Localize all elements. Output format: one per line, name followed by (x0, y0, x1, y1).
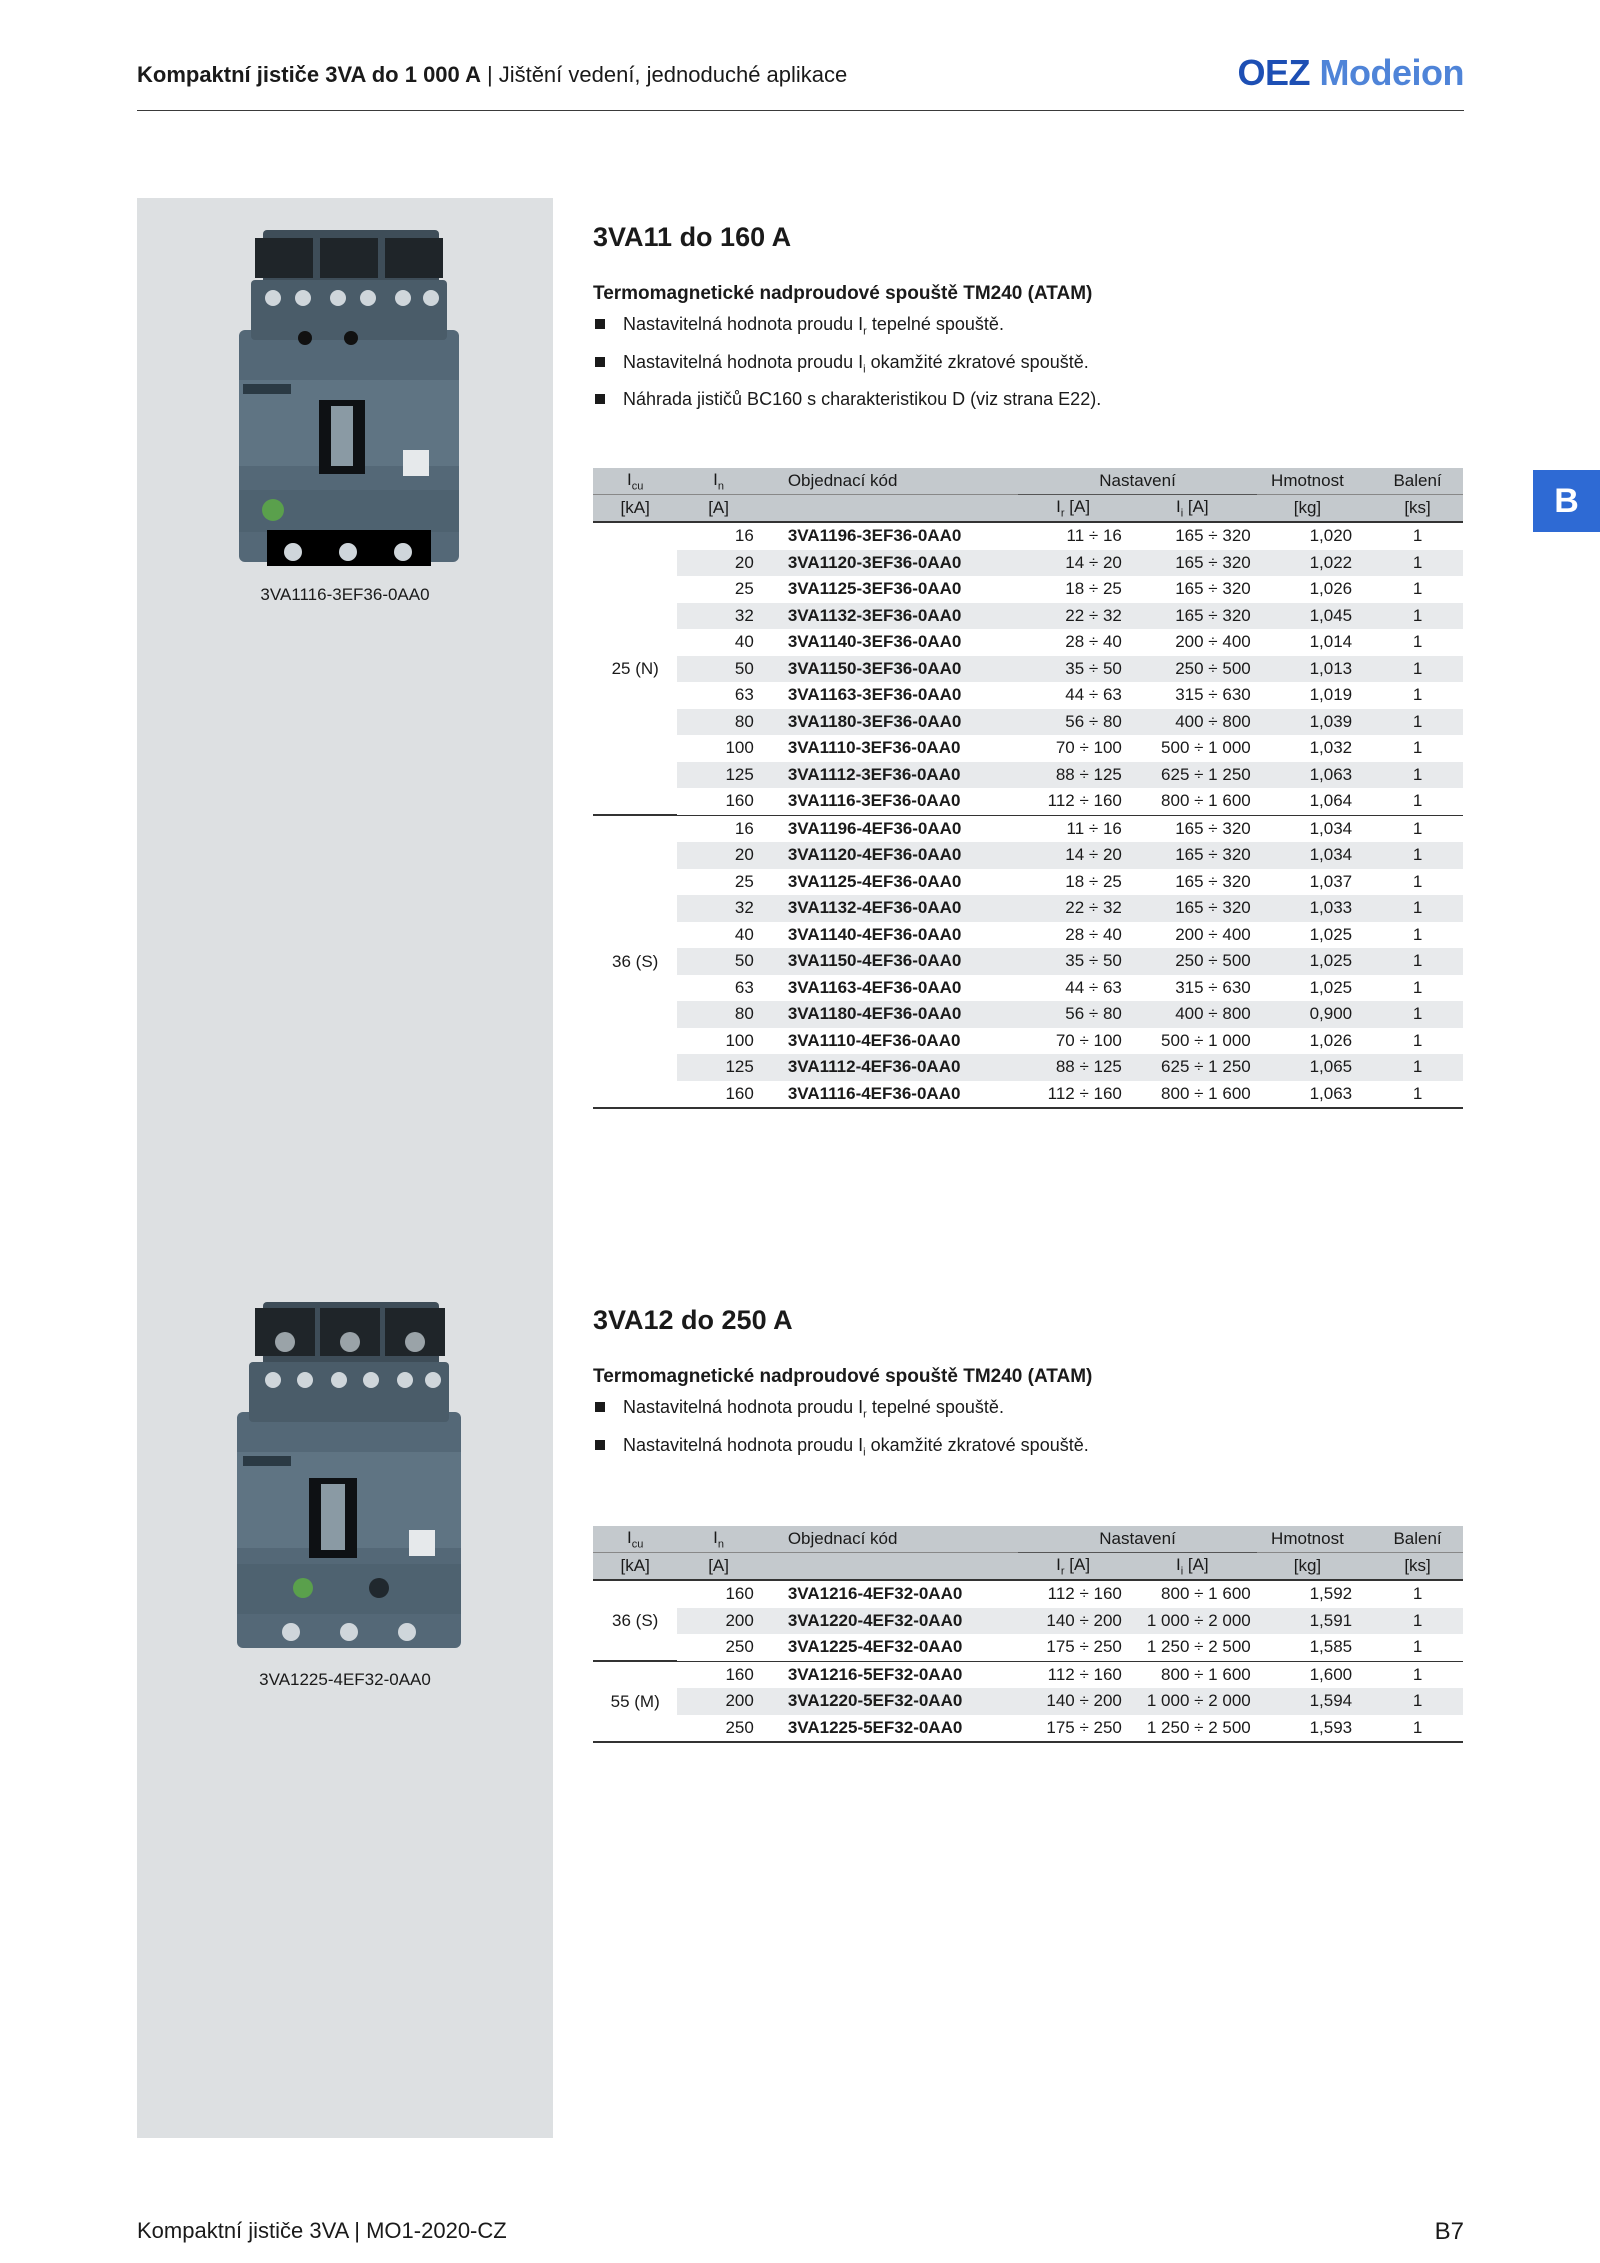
bullet-subscript: i (863, 363, 866, 376)
pack-cell: 1 (1412, 738, 1423, 758)
ir-setting-cell: 88 ÷ 125 (1018, 762, 1128, 789)
symbol: I (1175, 1554, 1181, 1574)
table-row (593, 895, 1463, 922)
rated-current-cell: 16 (734, 526, 754, 546)
order-code-cell: 3VA1180-4EF36-0AA0 (768, 1001, 1019, 1028)
ii-setting-cell: 165 ÷ 320 (1128, 815, 1257, 842)
rated-current-cell: 20 (677, 550, 767, 577)
rated-current-cell: 63 (734, 977, 754, 997)
table-unit-row (593, 495, 1463, 523)
unit-weight: [kg] (1257, 1553, 1372, 1581)
col-icu (593, 1526, 677, 1553)
rated-current-cell: 250 (677, 1715, 767, 1743)
footer-doc-code: MO1-2020-CZ (366, 2218, 507, 2243)
rated-current-cell: 16 (677, 815, 767, 842)
weight-cell: 1,020 (1309, 526, 1353, 546)
ir-setting-cell: 28 ÷ 40 (1065, 632, 1122, 652)
oez-modeion-logo (1237, 52, 1464, 94)
table-row (593, 735, 1463, 762)
order-code-cell: 3VA1140-3EF36-0AA0 (787, 632, 962, 652)
order-code-cell: 3VA1180-3EF36-0AA0 (768, 709, 1019, 736)
rated-current-cell: 25 (734, 579, 754, 599)
rated-current-cell: 50 (677, 948, 767, 975)
header-separator: | (486, 62, 493, 87)
rated-current-cell: 80 (677, 709, 767, 736)
unit-code (768, 495, 1019, 523)
chapter-tab: B (1533, 470, 1600, 532)
order-code-cell: 3VA1112-3EF36-0AA0 (768, 762, 1019, 789)
footer-separator: | (354, 2218, 360, 2243)
weight-cell: 1,026 (1309, 579, 1353, 599)
rated-current-cell: 200 (677, 1608, 767, 1635)
ii-setting-cell: 165 ÷ 320 (1175, 579, 1251, 599)
table-row (593, 682, 1463, 709)
table-row (593, 1608, 1463, 1635)
bullet-subscript: r (863, 1408, 867, 1421)
ii-setting-cell: 800 ÷ 1 600 (1128, 1661, 1257, 1688)
symbol: I (627, 1527, 632, 1547)
ii-setting-cell: 165 ÷ 320 (1128, 603, 1257, 630)
ii-setting-cell: 250 ÷ 500 (1128, 656, 1257, 683)
breaker-3va12-image (233, 1302, 465, 1658)
rated-current-cell: 50 (677, 656, 767, 683)
weight-cell: 1,025 (1257, 948, 1372, 975)
bullet-text-end: okamžité zkratové spouště. (865, 1434, 1089, 1455)
ii-setting-cell: 165 ÷ 320 (1128, 550, 1257, 577)
table-row (593, 1634, 1463, 1661)
order-code-cell: 3VA1225-5EF32-0AA0 (768, 1715, 1019, 1743)
pack-cell: 1 (1372, 1608, 1463, 1635)
rated-current-cell: 160 (677, 1081, 767, 1109)
ii-setting-cell: 165 ÷ 320 (1128, 895, 1257, 922)
order-code-cell: 3VA1196-3EF36-0AA0 (787, 526, 962, 546)
page-number: B7 (1434, 2218, 1464, 2245)
ii-setting-cell: 1 000 ÷ 2 000 (1128, 1608, 1257, 1635)
order-code-cell: 3VA1196-4EF36-0AA0 (768, 815, 1019, 842)
table-header-row (593, 468, 1463, 495)
rated-current-cell: 250 (725, 1637, 754, 1657)
rated-current-cell: 100 (725, 1030, 754, 1050)
table-row (593, 1580, 1463, 1608)
ii-setting-cell: 400 ÷ 800 (1128, 1001, 1257, 1028)
ii-setting-cell: 1 250 ÷ 2 500 (1146, 1637, 1251, 1657)
table-row (593, 1661, 1463, 1688)
bullet-item (593, 384, 1463, 414)
pack-cell: 1 (1412, 871, 1423, 891)
table-row (593, 709, 1463, 736)
pack-cell: 1 (1372, 895, 1463, 922)
unit: [A] (1183, 1554, 1209, 1574)
symbol-subscript: cu (631, 480, 644, 493)
breaking-capacity-cell: 36 (S) (593, 1580, 677, 1661)
bullet-subscript: i (863, 1446, 866, 1459)
ir-setting-cell: 56 ÷ 80 (1018, 1001, 1128, 1028)
ii-setting-cell: 165 ÷ 320 (1128, 842, 1257, 869)
header-title (137, 62, 847, 88)
ii-setting-cell: 400 ÷ 800 (1128, 709, 1257, 736)
bullet-text-end: tepelné spouště. (866, 314, 1004, 334)
order-code-cell: 3VA1112-4EF36-0AA0 (768, 1054, 1019, 1081)
ir-setting-cell: 44 ÷ 63 (1065, 977, 1122, 997)
weight-cell: 1,032 (1309, 738, 1353, 758)
pack-cell: 1 (1372, 709, 1463, 736)
weight-cell: 1,064 (1309, 791, 1353, 811)
pack-cell: 1 (1412, 1030, 1423, 1050)
weight-cell: 1,034 (1257, 815, 1372, 842)
pack-cell: 1 (1372, 762, 1463, 789)
table-row (593, 788, 1463, 815)
weight-cell: 1,045 (1257, 603, 1372, 630)
unit-code (768, 1553, 1019, 1581)
logo-modeion: Modeion (1319, 52, 1464, 93)
table-row (593, 576, 1463, 603)
product-table-3va11 (593, 468, 1463, 1109)
ir-setting-cell: 22 ÷ 32 (1018, 603, 1128, 630)
table-row (593, 1001, 1463, 1028)
unit: [A] (1064, 1554, 1091, 1574)
weight-cell: 1,065 (1257, 1054, 1372, 1081)
table-row (593, 1054, 1463, 1081)
weight-cell: 1,025 (1309, 977, 1353, 997)
ir-setting-cell: 112 ÷ 160 (1018, 1081, 1128, 1109)
symbol-subscript: r (1060, 1565, 1065, 1578)
rated-current-cell: 40 (734, 924, 754, 944)
weight-cell: 1,022 (1257, 550, 1372, 577)
table-row (593, 656, 1463, 683)
order-code-cell: 3VA1125-4EF36-0AA0 (787, 871, 962, 891)
order-code-cell: 3VA1220-4EF32-0AA0 (768, 1608, 1019, 1635)
ir-setting-cell: 175 ÷ 250 (1046, 1637, 1122, 1657)
table-row (593, 842, 1463, 869)
section-3va11 (593, 222, 1463, 414)
symbol-subscript: n (717, 480, 725, 493)
symbol-subscript: i (1180, 1565, 1184, 1578)
rated-current-cell: 160 (677, 1661, 767, 1688)
section-title: 3VA12 do 250 A (593, 1305, 793, 1335)
header-title-main: Kompaktní jističe 3VA do 1 000 A (137, 62, 481, 87)
ir-setting-cell: 112 ÷ 160 (1018, 1661, 1128, 1688)
product-table-3va12 (593, 1526, 1463, 1743)
ir-setting-cell: 35 ÷ 50 (1018, 948, 1128, 975)
pack-cell: 1 (1412, 632, 1423, 652)
table-unit-row (593, 1553, 1463, 1581)
weight-cell: 0,900 (1257, 1001, 1372, 1028)
rated-current-cell: 63 (734, 685, 754, 705)
bullet-list (593, 309, 1463, 414)
header-title-sub: Jištění vedení, jednoduché aplikace (498, 62, 848, 87)
bullet-text: Nastavitelná hodnota proudu I (623, 1397, 864, 1417)
ir-setting-cell: 112 ÷ 160 (1047, 1584, 1122, 1604)
weight-cell: 1,585 (1309, 1637, 1353, 1657)
bullet-text: Nastavitelná hodnota proudu I (623, 1434, 864, 1455)
pack-cell: 1 (1412, 977, 1423, 997)
rated-current-cell: 80 (677, 1001, 767, 1028)
order-code-cell: 3VA1163-4EF36-0AA0 (787, 977, 962, 997)
ir-setting-cell: 70 ÷ 100 (1055, 738, 1122, 758)
weight-cell: 1,019 (1309, 685, 1353, 705)
image-panel (137, 198, 553, 2138)
weight-cell: 1,593 (1257, 1715, 1372, 1743)
table-row (593, 948, 1463, 975)
symbol: I (713, 1527, 718, 1547)
rated-current-cell: 40 (734, 632, 754, 652)
col-icu (593, 468, 677, 495)
order-code-cell: 3VA1116-3EF36-0AA0 (787, 791, 961, 811)
section-3va12 (593, 1305, 1463, 1467)
order-code-cell: 3VA1220-5EF32-0AA0 (768, 1688, 1019, 1715)
ir-setting-cell: 11 ÷ 16 (1018, 815, 1128, 842)
logo-oez: OEZ (1237, 52, 1310, 93)
ii-setting-cell: 315 ÷ 630 (1175, 977, 1251, 997)
ii-setting-cell: 800 ÷ 1 600 (1161, 1584, 1251, 1604)
symbol: I (1056, 1554, 1061, 1574)
pack-cell: 1 (1372, 1661, 1463, 1688)
unit-ir (1018, 495, 1128, 523)
pack-cell: 1 (1412, 685, 1423, 705)
rated-current-cell: 20 (677, 842, 767, 869)
pack-cell: 1 (1372, 1001, 1463, 1028)
table-header-row (593, 1526, 1463, 1553)
col-in (677, 468, 767, 495)
pack-cell: 1 (1372, 842, 1463, 869)
symbol-subscript: n (717, 1538, 725, 1551)
bullet-item (593, 1392, 1463, 1430)
order-code-cell: 3VA1225-4EF32-0AA0 (787, 1637, 963, 1657)
ir-setting-cell: 11 ÷ 16 (1066, 526, 1122, 546)
rated-current-cell: 160 (725, 791, 754, 811)
weight-cell: 1,063 (1257, 762, 1372, 789)
weight-cell: 1,025 (1309, 924, 1353, 944)
weight-cell: 1,033 (1257, 895, 1372, 922)
ir-setting-cell: 88 ÷ 125 (1018, 1054, 1128, 1081)
table-row (593, 550, 1463, 577)
order-code-cell: 3VA1132-4EF36-0AA0 (768, 895, 1019, 922)
pack-cell: 1 (1372, 1715, 1463, 1743)
pack-cell: 1 (1372, 1688, 1463, 1715)
table-row (593, 975, 1463, 1002)
unit-ii (1128, 1553, 1257, 1581)
image-caption-3va12: 3VA1225-4EF32-0AA0 (259, 1670, 431, 1689)
weight-cell: 1,013 (1257, 656, 1372, 683)
rated-current-cell: 160 (725, 1584, 754, 1604)
section-subtitle: Termomagnetické nadproudové spouště TM240 (ATAM) (593, 283, 1093, 304)
pack-cell: 1 (1372, 603, 1463, 630)
unit: [A] (1183, 496, 1209, 516)
order-code-cell: 3VA1116-4EF36-0AA0 (768, 1081, 1019, 1109)
col-setting: Nastavení (1018, 1526, 1256, 1553)
order-code-cell: 3VA1110-4EF36-0AA0 (787, 1030, 961, 1050)
bullet-text: Nastavitelná hodnota proudu I (623, 314, 864, 334)
table-row (593, 522, 1463, 550)
ii-setting-cell: 250 ÷ 500 (1128, 948, 1257, 975)
col-pack: Balení (1372, 468, 1463, 495)
table-row (593, 1688, 1463, 1715)
table-row (593, 1081, 1463, 1109)
ir-setting-cell: 28 ÷ 40 (1065, 924, 1122, 944)
unit-pack: [ks] (1372, 495, 1463, 523)
pack-cell: 1 (1412, 1637, 1423, 1657)
order-code-cell: 3VA1150-3EF36-0AA0 (768, 656, 1019, 683)
table-row (593, 762, 1463, 789)
pack-cell: 1 (1372, 1054, 1463, 1081)
symbol: I (1056, 496, 1061, 516)
ii-setting-cell: 315 ÷ 630 (1175, 685, 1251, 705)
unit: [A] (1064, 496, 1091, 516)
breaker-3va11-image (233, 230, 465, 575)
unit-icu: [kA] (593, 495, 677, 523)
bullet-list (593, 1392, 1463, 1467)
unit-ii (1128, 495, 1257, 523)
rated-current-cell: 25 (734, 871, 754, 891)
unit-icu: [kA] (593, 1553, 677, 1581)
bullet-text: Náhrada jističů BC160 s charakteristikou D (viz strana E22). (623, 389, 1102, 410)
ir-setting-cell: 44 ÷ 63 (1065, 685, 1122, 705)
symbol: I (713, 469, 718, 489)
order-code-cell: 3VA1216-5EF32-0AA0 (768, 1661, 1019, 1688)
weight-cell: 1,592 (1309, 1584, 1353, 1604)
ii-setting-cell: 200 ÷ 400 (1175, 632, 1251, 652)
pack-cell: 1 (1412, 791, 1423, 811)
ir-setting-cell: 18 ÷ 25 (1065, 871, 1122, 891)
ir-setting-cell: 140 ÷ 200 (1018, 1688, 1128, 1715)
bullet-text-end: okamžité zkratové spouště. (865, 351, 1089, 372)
order-code-cell: 3VA1120-3EF36-0AA0 (768, 550, 1019, 577)
pack-cell: 1 (1412, 526, 1423, 546)
col-setting: Nastavení (1018, 468, 1256, 495)
order-code-cell: 3VA1150-4EF36-0AA0 (768, 948, 1019, 975)
order-code-cell: 3VA1125-3EF36-0AA0 (787, 579, 962, 599)
ir-setting-cell: 18 ÷ 25 (1065, 579, 1122, 599)
col-in (677, 1526, 767, 1553)
bullet-subscript: r (863, 325, 867, 338)
ir-setting-cell: 175 ÷ 250 (1018, 1715, 1128, 1743)
ii-setting-cell: 1 000 ÷ 2 000 (1128, 1688, 1257, 1715)
symbol: I (1175, 496, 1181, 516)
ir-setting-cell: 140 ÷ 200 (1018, 1608, 1128, 1635)
bullet-item (593, 1430, 1463, 1468)
table-row (593, 603, 1463, 630)
symbol-subscript: i (1180, 507, 1184, 520)
ir-setting-cell: 70 ÷ 100 (1055, 1030, 1122, 1050)
page-header (137, 52, 1464, 111)
ii-setting-cell: 200 ÷ 400 (1175, 924, 1251, 944)
ii-setting-cell: 500 ÷ 1 000 (1161, 738, 1251, 758)
pack-cell: 1 (1372, 550, 1463, 577)
col-weight: Hmotnost (1257, 468, 1372, 495)
image-caption-3va11: 3VA1116-3EF36-0AA0 (260, 585, 430, 604)
weight-cell: 1,034 (1257, 842, 1372, 869)
bullet-item (593, 347, 1463, 385)
rated-current-cell: 32 (677, 895, 767, 922)
order-code-cell: 3VA1120-4EF36-0AA0 (768, 842, 1019, 869)
breaking-capacity-cell: 25 (N) (593, 522, 677, 815)
bullet-item (593, 309, 1463, 347)
breaking-capacity-cell: 36 (S) (593, 815, 677, 1108)
rated-current-cell: 125 (677, 762, 767, 789)
ii-setting-cell: 1 250 ÷ 2 500 (1128, 1715, 1257, 1743)
weight-cell: 1,600 (1257, 1661, 1372, 1688)
weight-cell: 1,594 (1257, 1688, 1372, 1715)
col-code: Objednací kód (768, 468, 1019, 495)
rated-current-cell: 125 (677, 1054, 767, 1081)
section-subtitle: Termomagnetické nadproudové spouště TM240 (ATAM) (593, 1366, 1093, 1387)
table-row (593, 922, 1463, 949)
pack-cell: 1 (1412, 924, 1423, 944)
ir-setting-cell: 35 ÷ 50 (1018, 656, 1128, 683)
table-row (593, 1715, 1463, 1743)
ii-setting-cell: 165 ÷ 320 (1175, 526, 1251, 546)
ir-setting-cell: 56 ÷ 80 (1018, 709, 1128, 736)
col-pack: Balení (1372, 1526, 1463, 1553)
col-weight: Hmotnost (1257, 1526, 1372, 1553)
ii-setting-cell: 800 ÷ 1 600 (1161, 791, 1251, 811)
rated-current-cell: 32 (677, 603, 767, 630)
order-code-cell: 3VA1132-3EF36-0AA0 (768, 603, 1019, 630)
weight-cell: 1,039 (1257, 709, 1372, 736)
unit-in: [A] (677, 495, 767, 523)
col-code: Objednací kód (768, 1526, 1019, 1553)
weight-cell: 1,026 (1309, 1030, 1353, 1050)
pack-cell: 1 (1372, 1081, 1463, 1109)
ii-setting-cell: 625 ÷ 1 250 (1128, 1054, 1257, 1081)
page-footer (137, 2218, 507, 2244)
pack-cell: 1 (1372, 815, 1463, 842)
rated-current-cell: 200 (677, 1688, 767, 1715)
table-row (593, 1028, 1463, 1055)
weight-cell: 1,591 (1257, 1608, 1372, 1635)
unit-in: [A] (677, 1553, 767, 1581)
pack-cell: 1 (1412, 1584, 1423, 1604)
table-row (593, 815, 1463, 842)
section-title: 3VA11 do 160 A (593, 222, 792, 252)
pack-cell: 1 (1372, 656, 1463, 683)
bullet-text-end: tepelné spouště. (866, 1397, 1004, 1417)
ii-setting-cell: 500 ÷ 1 000 (1161, 1030, 1251, 1050)
weight-cell: 1,037 (1309, 871, 1353, 891)
table-row (593, 869, 1463, 896)
ii-setting-cell: 625 ÷ 1 250 (1128, 762, 1257, 789)
ii-setting-cell: 800 ÷ 1 600 (1128, 1081, 1257, 1109)
pack-cell: 1 (1412, 579, 1423, 599)
bullet-text: Nastavitelná hodnota proudu I (623, 351, 864, 372)
ir-setting-cell: 14 ÷ 20 (1018, 550, 1128, 577)
order-code-cell: 3VA1140-4EF36-0AA0 (787, 924, 962, 944)
symbol: I (627, 469, 632, 489)
rated-current-cell: 100 (725, 738, 754, 758)
unit-ir (1018, 1553, 1128, 1581)
weight-cell: 1,014 (1309, 632, 1353, 652)
weight-cell: 1,063 (1257, 1081, 1372, 1109)
symbol-subscript: cu (631, 1538, 644, 1551)
ir-setting-cell: 14 ÷ 20 (1018, 842, 1128, 869)
order-code-cell: 3VA1163-3EF36-0AA0 (787, 685, 962, 705)
order-code-cell: 3VA1216-4EF32-0AA0 (787, 1584, 963, 1604)
unit-pack: [ks] (1372, 1553, 1463, 1581)
symbol-subscript: r (1060, 507, 1065, 520)
ir-setting-cell: 22 ÷ 32 (1018, 895, 1128, 922)
order-code-cell: 3VA1110-3EF36-0AA0 (787, 738, 961, 758)
footer-doc-title: Kompaktní jističe 3VA (137, 2218, 349, 2243)
ii-setting-cell: 165 ÷ 320 (1175, 871, 1251, 891)
table-row (593, 629, 1463, 656)
pack-cell: 1 (1372, 948, 1463, 975)
ir-setting-cell: 112 ÷ 160 (1047, 791, 1122, 811)
unit-weight: [kg] (1257, 495, 1372, 523)
breaking-capacity-cell: 55 (M) (593, 1661, 677, 1742)
